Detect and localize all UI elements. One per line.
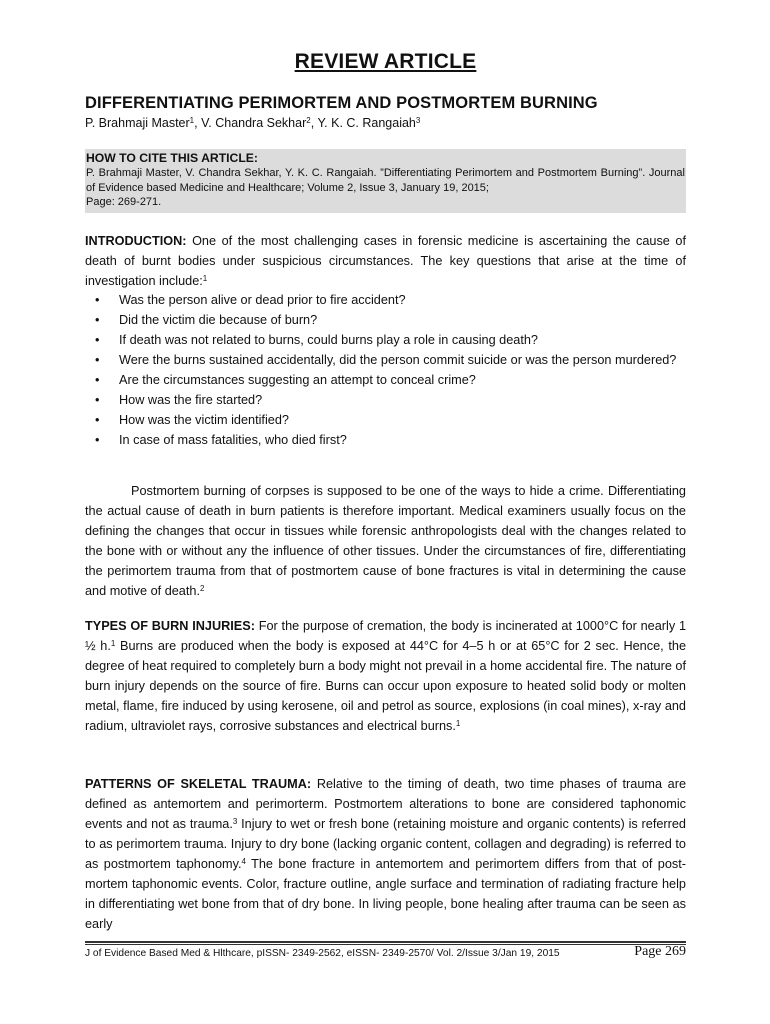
author-affiliation: 3 — [415, 116, 421, 125]
author-name: P. Brahmaji Master — [85, 116, 190, 130]
section-heading-skeletal-trauma: PATTERNS OF SKELETAL TRAUMA: — [85, 777, 312, 791]
list-item — [85, 290, 686, 310]
citation-box — [85, 149, 686, 213]
reference-marker: 1 — [110, 639, 116, 648]
skeletal-trauma-paragraph — [85, 774, 686, 934]
page-number: Page 269 — [634, 944, 686, 959]
article-title: DIFFERENTIATING PERIMORTEM AND POSTMORTEM BURNING — [85, 94, 598, 112]
author-separator: , — [194, 116, 202, 130]
footer-journal-info: J of Evidence Based Med & Hlthcare, pISSN- 2349-2562, eISSN- 2349-2570/ Vol. 2/Issue 3/Jan 19, 2015 — [85, 948, 560, 959]
footer-divider — [85, 944, 686, 945]
reference-marker: 1 — [202, 274, 208, 283]
list-item — [85, 410, 686, 430]
paragraph-text: Injury to wet or fresh bone (retaining moisture and organic contents) is referred to as perimortem trauma. Injury to dry bone (lacking organic content, collagen and degrading) is referred to as postmortem taphonomy. — [85, 817, 686, 871]
author-name: Y. K. C. Rangaiah — [317, 116, 416, 130]
list-item-text: Are the circumstances suggesting an attempt to conceal crime? — [119, 373, 476, 387]
list-item-text: How was the victim identified? — [119, 413, 289, 427]
introduction-paragraph — [85, 231, 686, 291]
citation-heading: HOW TO CITE THIS ARTICLE: — [86, 151, 258, 165]
bullet-icon: • — [95, 413, 100, 427]
citation-text: P. Brahmaji Master, V. Chandra Sekhar, Y. K. C. Rangaiah. ”Differentiating Perimortem and Postmortem Burning”. Journal of Evidence based Medicine and Healthcare; Volume 2, Issue 3, January 19, 2015; — [86, 167, 685, 194]
list-item-text: In case of mass fatalities, who died first? — [119, 433, 347, 447]
list-item — [85, 350, 686, 370]
bullet-icon: • — [95, 393, 100, 407]
paragraph-text: Burns are produced when the body is exposed at 44°C for 4–5 h or at 65°C for 2 sec. Hence, the degree of heat required to completely burn a body might not prevail in a home accidental fire. The nature of burn injury depends on the source of fire. Burns can occur upon exposure to heated solid body or molten metal, flame, fire induced by using kerosene, oil and petrol as source, explosions (in coal mines), x-ray and radium, ultraviolet rays, corrosive substances and electrical burns. — [85, 639, 686, 733]
footer-divider — [85, 941, 686, 943]
introduction-text: One of the most challenging cases in forensic medicine is ascertaining the cause of death of burnt bodies under suspicious circumstances. The key questions that arise at the time of investigation include: — [85, 234, 686, 288]
list-item-text: If death was not related to burns, could burns play a role in causing death? — [119, 333, 538, 347]
bullet-icon: • — [95, 313, 100, 327]
author-separator: , — [310, 116, 318, 130]
list-item — [85, 310, 686, 330]
list-item — [85, 370, 686, 390]
list-item-text: Did the victim die because of burn? — [119, 313, 318, 327]
list-item-text: Was the person alive or dead prior to fire accident? — [119, 293, 406, 307]
author-affiliation: 2 — [306, 116, 311, 125]
author-affiliation: 1 — [189, 116, 195, 125]
bullet-icon: • — [95, 293, 100, 307]
bullet-icon: • — [95, 353, 100, 367]
list-item — [85, 390, 686, 410]
author-name: V. Chandra Sekhar — [201, 116, 307, 130]
bullet-icon: • — [95, 433, 100, 447]
postmortem-burning-paragraph — [85, 481, 686, 601]
reference-marker: 2 — [199, 584, 205, 593]
list-item-text: Were the burns sustained accidentally, did the person commit suicide or was the person murdered? — [119, 353, 677, 367]
list-item-text: How was the fire started? — [119, 393, 263, 407]
bullet-icon: • — [95, 333, 100, 347]
article-type-heading: REVIEW ARTICLE — [294, 50, 477, 73]
section-heading-introduction: INTRODUCTION: — [85, 234, 187, 248]
reference-marker: 4 — [241, 857, 246, 866]
paragraph-text: For the purpose of cremation, the body is incinerated at 1000°C for nearly 1 ½ h. — [85, 619, 687, 653]
paragraph-text: The bone fracture in antemortem and perimortem differs from that of post-mortem taphonomic events. Color, fracture outline, angle surface and termination of radiating fracture help in differentiating wet bone from that of dry bone. In living people, bone healing after trauma can be seen as early — [85, 857, 686, 931]
paragraph-text: Relative to the timing of death, two time phases of trauma are defined as antemortem and perimorterm. Postmortem alterations to bone are considered taphonomic events and not as trauma. — [85, 777, 687, 831]
reference-marker: 1 — [455, 719, 461, 728]
burn-injuries-paragraph — [85, 616, 686, 736]
list-item — [85, 330, 686, 350]
author-list — [85, 116, 420, 130]
paragraph-text: Postmortem burning of corpses is supposed to be one of the ways to hide a crime. Differentiating the actual cause of death in burn patients is therefore important. Medical examiners usually focus on the defining the changes that occur in tissues while forensic anthropologists deal with the changes related to the bone with or without any the influence of other tissues. Under the circumstances of fire, differentiating the perimortem trauma from that of postmortem cause of bone fractures is vital in determining the cause and motive of death. — [85, 484, 686, 598]
section-heading-burn-injuries: TYPES OF BURN INJURIES: — [85, 619, 255, 633]
reference-marker: 3 — [232, 817, 238, 826]
bullet-icon: • — [95, 373, 100, 387]
key-questions-list — [85, 290, 686, 450]
list-item — [85, 430, 686, 450]
citation-pages: Page: 269-271. — [86, 196, 162, 208]
